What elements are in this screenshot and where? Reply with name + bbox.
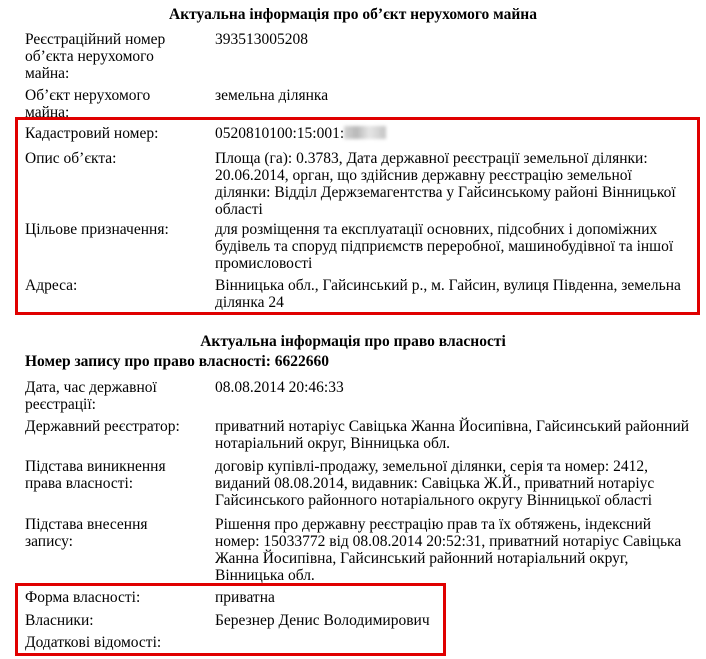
value-registration-datetime: 08.08.2014 20:46:33 bbox=[215, 379, 344, 396]
ownership-record-number: Номер запису про право власності: 6622660 bbox=[25, 353, 330, 370]
label-ownership-form: Форма власності: bbox=[25, 589, 141, 606]
value-record-basis: Рішення про державну реєстрацію прав та їх обтяжень, індексний номер: 15033772 від 08.08.2014 20:52:31, приватний нотаріус Савіцька Жанна Йосипівна, Гайсинський районний нотаріальний округ, Вінницька обл. bbox=[215, 516, 682, 584]
label-owners: Власники: bbox=[25, 612, 94, 629]
label-state-registrar: Державний реєстратор: bbox=[25, 418, 180, 435]
value-property-object: земельна ділянка bbox=[215, 87, 329, 104]
label-additional-info: Додаткові відомості: bbox=[25, 634, 162, 651]
section-title-property: Актуальна інформація про об’єкт нерухомого майна bbox=[169, 6, 537, 23]
value-state-registrar: приватний нотаріус Савіцька Жанна Йосипівна, Гайсинський районний нотаріальний округ, Вінницька обл. bbox=[215, 418, 690, 452]
value-address: Вінницька обл., Гайсинський р., м. Гайсин, вулиця Південна, земельна ділянка 24 bbox=[215, 277, 681, 311]
label-address: Адреса: bbox=[25, 277, 78, 294]
label-record-basis: Підстава внесення запису: bbox=[25, 516, 148, 550]
label-intended-purpose: Цільове призначення: bbox=[25, 221, 169, 238]
redacted-blur bbox=[344, 126, 386, 139]
value-cadastral-number bbox=[215, 125, 690, 142]
value-ownership-basis: договір купівлі-продажу, земельної ділянки, серія та номер: 2412, виданий 08.08.2014, видавник: Савіцька Ж.Й., приватний нотаріус Гайсинського районного нотаріального округу Вінницької області bbox=[215, 458, 655, 509]
value-object-description: Площа (га): 0.3783, Дата державної реєстрації земельної ділянки: 20.06.2014, орган, що здійснив державну реєстрацію земельної ділянки: Відділ Держземагентства у Гайсинському районі Вінницької області bbox=[215, 150, 676, 218]
label-registration-datetime: Дата, час державної реєстрації: bbox=[25, 379, 157, 413]
section-title-ownership: Актуальна інформація про право власності bbox=[200, 333, 506, 350]
label-object-description: Опис об’єкта: bbox=[25, 150, 117, 167]
value-registration-number: 393513005208 bbox=[215, 31, 308, 48]
label-property-object: Об’єкт нерухомого майна: bbox=[25, 87, 151, 121]
value-intended-purpose: для розміщення та експлуатації основних, підсобних і допоміжних будівель та споруд підприємств переробної, машинобудівної та іншої промисловості bbox=[215, 221, 674, 272]
value-ownership-form: приватна bbox=[215, 589, 275, 606]
label-registration-number: Реєстраційний номер об’єкта нерухомого майна: bbox=[25, 31, 166, 82]
value-owners: Березнер Денис Володимирович bbox=[215, 612, 430, 629]
label-cadastral-number: Кадастровий номер: bbox=[25, 125, 159, 142]
cadastral-number-text: 0520810100:15:001: bbox=[215, 125, 345, 142]
label-ownership-basis: Підстава виникнення права власності: bbox=[25, 458, 166, 492]
